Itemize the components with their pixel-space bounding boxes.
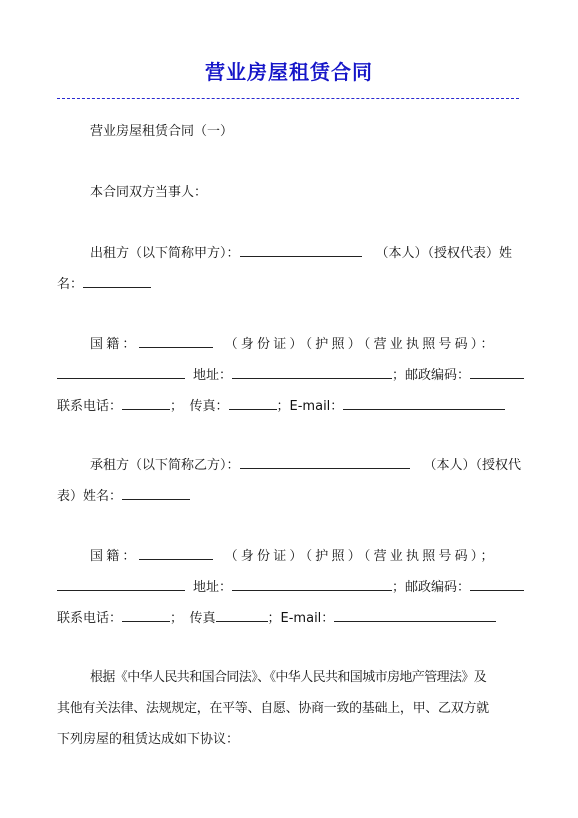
lessee-nationality-blank[interactable]	[139, 549, 213, 560]
lessee-role-text: （本人）（授权代	[423, 458, 522, 473]
basis-text-1: 根据《中华人民共和国合同法》、《中华人民共和国城市房地产管理法》及	[90, 670, 487, 685]
lessee-id-types: （身份证）（护照）（营业执照号码）；	[224, 549, 497, 564]
lessor-id-paragraph	[57, 329, 523, 422]
lessor-paragraph	[57, 238, 523, 300]
lessee-name-label: 表）姓名：	[57, 489, 123, 504]
lessor-name-label: 名：	[57, 277, 84, 292]
subtitle-text: 营业房屋租赁合同（一）	[90, 124, 234, 139]
lessee-id-number-blank[interactable]	[57, 580, 185, 591]
lessor-line-1	[57, 238, 523, 269]
basis-text-2: 其他有关法律、法规规定，在平等、自愿、协商一致的基础上，甲、乙双方就	[57, 701, 489, 716]
lessee-paragraph	[57, 450, 523, 512]
lessee-label: 承租方（以下简称乙方）：	[90, 458, 240, 473]
lessor-nationality-label: 国籍：	[90, 337, 139, 352]
lessor-id-line-1	[57, 329, 523, 360]
lessee-phone-label: 联系电话：	[57, 611, 123, 626]
basis-line-2	[57, 693, 523, 724]
lessee-id-line-3	[57, 603, 523, 634]
lessor-fullname-blank[interactable]	[83, 277, 151, 288]
basis-line-3	[57, 724, 523, 755]
lessor-role-text: （本人）（授权代表）姓	[375, 246, 513, 261]
lessee-name-blank[interactable]	[240, 458, 410, 469]
lessee-postal-label: ；邮政编码：	[392, 580, 471, 595]
lessor-address-label: 地址：	[193, 368, 233, 383]
lessee-fullname-blank[interactable]	[122, 489, 190, 500]
lessee-id-paragraph	[57, 541, 523, 634]
lessee-nationality-label: 国籍：	[90, 549, 139, 564]
lessee-fax-label: ； 传真	[170, 611, 216, 626]
document-title: 营业房屋租赁合同	[205, 60, 373, 84]
lessor-id-line-2	[57, 360, 523, 391]
lessee-postal-blank[interactable]	[470, 580, 524, 591]
lessor-email-label: ；E-mail：	[276, 399, 344, 414]
lessor-postal-blank[interactable]	[470, 368, 524, 379]
lessor-id-line-3	[57, 391, 523, 422]
lessor-postal-label: ；邮政编码：	[392, 368, 471, 383]
contract-subtitle	[57, 116, 523, 147]
lessee-email-blank[interactable]	[334, 611, 496, 622]
basis-text-3: 下列房屋的租赁达成如下协议：	[57, 732, 240, 747]
lessee-address-label: 地址：	[193, 580, 233, 595]
lessee-line-1	[57, 450, 523, 481]
lessor-phone-label: 联系电话：	[57, 399, 123, 414]
lessor-nationality-blank[interactable]	[139, 337, 213, 348]
lessor-name-blank[interactable]	[240, 246, 362, 257]
lessee-address-blank[interactable]	[232, 580, 392, 591]
parties-intro	[57, 177, 523, 208]
lessee-fax-blank[interactable]	[216, 611, 268, 622]
lessee-email-label: ；E-mail：	[267, 611, 335, 626]
lessor-fax-blank[interactable]	[229, 399, 277, 410]
lessor-id-types: （身份证）（护照）（营业执照号码）：	[224, 337, 497, 352]
lessee-id-line-2	[57, 572, 523, 603]
lessor-address-blank[interactable]	[232, 368, 392, 379]
lessor-id-number-blank[interactable]	[57, 368, 185, 379]
lessor-line-2	[57, 269, 523, 300]
lessor-phone-blank[interactable]	[122, 399, 170, 410]
basis-paragraph	[57, 662, 523, 755]
parties-intro-text: 本合同双方当事人：	[90, 185, 208, 200]
lessor-fax-label: ； 传真：	[170, 399, 229, 414]
lessee-phone-blank[interactable]	[122, 611, 170, 622]
lessor-label: 出租方（以下简称甲方）：	[90, 246, 240, 261]
lessee-line-2	[57, 481, 523, 512]
basis-line-1	[57, 662, 523, 693]
title-divider	[57, 98, 519, 99]
lessee-id-line-1	[57, 541, 523, 572]
lessor-email-blank[interactable]	[343, 399, 505, 410]
